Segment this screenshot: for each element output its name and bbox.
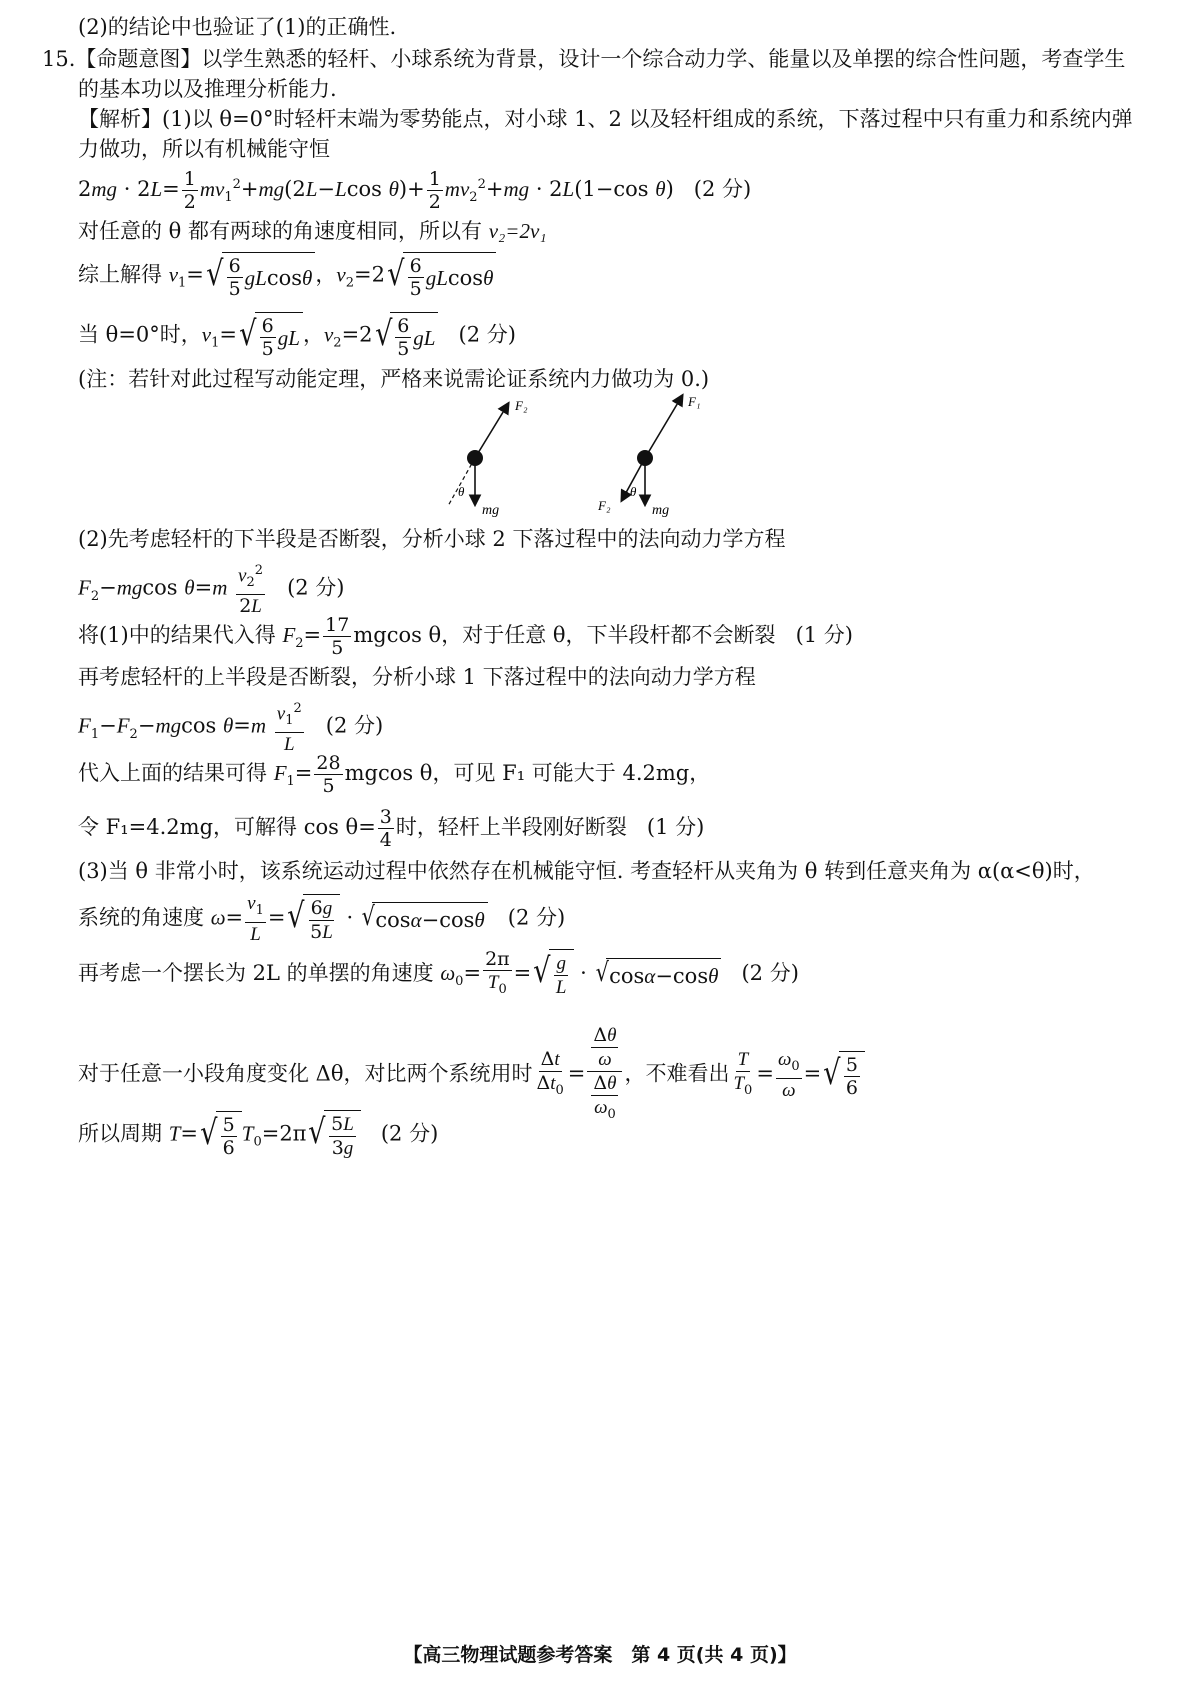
result-f1: 代入上面的结果可得 $F_1=$ $\frac{28}{5}$ mgcos θ，可见 F₁ 可能大于 4.2mg， (78, 752, 711, 797)
result-f2: 将(1)中的结果代入得 $F_2=$ $\frac{17}{5}$ mgcos θ，对于任意 θ，下半段杆都不会断裂 (1 分) (78, 614, 853, 659)
text-span: mgcos θ，可见 F₁ 可能大于 4.2mg， (344, 761, 711, 785)
score: (2 分) (741, 960, 799, 985)
text-span: 令 F₁=4.2mg，可解得 cos θ= (78, 815, 376, 839)
q15-intent: 【命题意图】以学生熟悉的轻杆、小球系统为背景，设计一个综合动力学、能量以及单摆的综合性问题，考查学生 (75, 47, 1126, 71)
equation-theta0: 当 θ=0°时，$v_1=$ √ $\frac{6}{5}$ gL ，$v_2=2$ √ $\frac{6}{5}$ gL (2 分) (78, 314, 516, 360)
text-line: 力做功，所以有机械能守恒 (78, 137, 330, 161)
text-span: 时，轻杆上半段刚好断裂 (395, 815, 627, 839)
text-span: 综上解得 (78, 262, 162, 287)
text-line: 的基本功以及推理分析能力. (78, 77, 337, 101)
score: (2 分) (507, 905, 566, 930)
text-span: 对于任意一小段角度变化 Δθ，对比两个系统用时 (78, 1061, 533, 1086)
score: (2 分) (458, 322, 516, 347)
question-number (42, 44, 1125, 74)
text-span: 对任意的 θ 都有两球的角速度相同，所以有 (78, 219, 482, 243)
label-mg-b: mg (652, 503, 670, 518)
score: (1 分) (646, 815, 705, 839)
ball-1-diagram (597, 394, 700, 518)
equation-ball1: $F_1-F_2-mgcos$ θ=m $\frac{v_1^2}{L}$ (2 分) (78, 698, 383, 756)
text-span: 当 θ=0°时， (78, 322, 202, 347)
text-span: 代入上面的结果可得 (78, 761, 267, 785)
text-span: 系统的角速度 (78, 905, 204, 930)
text-line: 再考虑轻杆的上半段是否断裂，分析小球 1 下落过程中的法向动力学方程 (78, 665, 756, 689)
ball-2-diagram (448, 398, 528, 518)
velocity-relation: v₂=2v₁ (488, 219, 547, 243)
page-footer: 【高三物理试题参考答案 第 4 页(共 4 页)】 (403, 1644, 797, 1666)
score: (2 分) (287, 575, 345, 600)
text-line: (2)先考虑轻杆的下半段是否断裂，分析小球 2 下落过程中的法向动力学方程 (78, 527, 786, 551)
label-theta-b: θ (630, 484, 637, 499)
equation-energy: 2mg · 2L= $\frac{1}{2}$ $mv_1^2+mg(2L-Lcos$ θ)+ $\frac{1}{2}$ $mv_2^2+mg \cdot 2L(1-\cos$ θ) (2 分) (78, 168, 752, 213)
force-diagram (430, 392, 730, 522)
label-f1: F₁ (688, 394, 701, 409)
text-span: 将(1)中的结果代入得 (78, 623, 276, 647)
break-condition: 令 F₁=4.2mg，可解得 cos θ= $\frac{3}{4}$ 时，轻杆上半段刚好断裂 (1 分) (78, 806, 705, 851)
text-line: (注：若针对此过程写动能定理，严格来说需论证系统内力做功为 0.) (78, 367, 710, 391)
equation-period: 所以周期 T= √ $\frac{5}{6}$ $T_0=2\pi$ √ $\frac{5L}{3g}$ (2 分) (78, 1112, 439, 1159)
equation-omega: 系统的角速度 ω= $\frac{v_1}{L}$ = √ $\frac{6g}{5L}$ · √ cos α −cos θ (2 分) (78, 893, 566, 945)
equation-solution: 综上解得 $v_1=$ √ $\frac{6}{5}$ gL cos θ ，$v_2=2$ √ $\frac{6}{5}$ gL cos θ (78, 252, 496, 300)
text-span: ，不难看出 (624, 1061, 730, 1086)
equation-omega0: 再考虑一个摆长为 2L 的单摆的角速度 $\omega_0=$ $\frac{2\pi}{T_0}$ = √ $\frac{g}{L}$ · √ cos α −cos θ (2 分) (78, 948, 799, 999)
text-span: 所以周期 (78, 1121, 162, 1146)
label-f2: F₂ (515, 398, 528, 413)
score: (1 分) (795, 623, 853, 647)
label-f2b: F₂ (598, 498, 611, 513)
equation-period-ratio: 对于任意一小段角度变化 Δθ，对比两个系统用时 $\frac{\Delta t}{\Delta t_0}$ = $\frac{\frac{\Delta\theta}{\omega}}{\frac{\Delta\theta}{\omega_0}}$ ，不难看出 $\frac{T}{T_0}$ = $\frac{\omega_0}{\omega}$ = √ $\frac{5}{6}$ (78, 1024, 865, 1126)
score: (2 分) (325, 713, 384, 738)
label-mg: mg (482, 503, 500, 518)
text-line: 【解析】(1)以 θ=0°时轻杆末端为零势能点，对小球 1、2 以及轻杆组成的系统，下落过程中只有重力和系统内弹 (78, 107, 1133, 131)
text-line: (2)的结论中也验证了(1)的正确性. (78, 15, 397, 39)
score: (2 分) (380, 1121, 439, 1146)
text-line: (3)当 θ 非常小时，该系统运动过程中依然存在机械能守恒. 考查轻杆从夹角为 θ 转到任意夹角为 α(α<θ)时， (78, 859, 1095, 883)
q15-number: 15. (42, 47, 76, 71)
equation-ball2: $F_2-mgcos$ θ=m $\frac{v_2^2}{2L}$ (2 分) (78, 560, 345, 618)
score: (2 分) (693, 177, 752, 201)
label-theta: θ (458, 484, 465, 499)
text-line (78, 216, 547, 246)
text-span: 再考虑一个摆长为 2L 的单摆的角速度 (78, 960, 434, 985)
text-span: mgcos θ，对于任意 θ，下半段杆都不会断裂 (353, 623, 776, 647)
